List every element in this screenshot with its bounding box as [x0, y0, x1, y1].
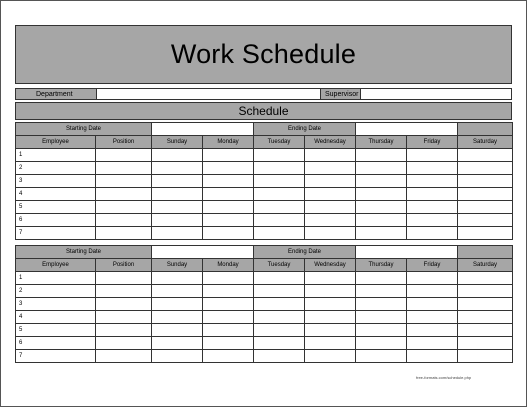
cell[interactable] [254, 214, 305, 227]
cell[interactable] [458, 214, 513, 227]
cell[interactable] [203, 214, 254, 227]
department-field[interactable] [96, 89, 320, 99]
col-saturday: Saturday [458, 136, 513, 149]
cell[interactable] [407, 350, 458, 363]
ending-date-field[interactable] [356, 246, 458, 259]
row-number[interactable]: 4 [16, 188, 96, 201]
cell[interactable] [152, 350, 203, 363]
row-number[interactable]: 3 [16, 175, 96, 188]
cell[interactable] [356, 324, 407, 337]
cell[interactable] [96, 298, 152, 311]
supervisor-field[interactable] [360, 89, 511, 99]
cell[interactable] [254, 298, 305, 311]
cell[interactable] [356, 311, 407, 324]
cell[interactable] [305, 175, 356, 188]
cell[interactable] [254, 337, 305, 350]
cell[interactable] [254, 311, 305, 324]
starting-date-field[interactable] [152, 246, 254, 259]
cell[interactable] [407, 324, 458, 337]
ending-date-field[interactable] [356, 123, 458, 136]
cell[interactable] [203, 201, 254, 214]
date-row [16, 123, 513, 136]
cell[interactable] [152, 214, 203, 227]
cell[interactable] [458, 227, 513, 240]
cell[interactable] [356, 175, 407, 188]
cell[interactable] [356, 272, 407, 285]
cell[interactable] [152, 311, 203, 324]
table-row [16, 285, 513, 298]
table-row [16, 201, 513, 214]
cell[interactable] [458, 272, 513, 285]
cell[interactable] [305, 227, 356, 240]
cell[interactable] [96, 201, 152, 214]
schedule-table-week-1 [15, 122, 513, 240]
table-row [16, 324, 513, 337]
cell[interactable] [458, 162, 513, 175]
cell[interactable] [356, 201, 407, 214]
table-row [16, 214, 513, 227]
col-sunday: Sunday [152, 259, 203, 272]
cell[interactable] [305, 201, 356, 214]
cell[interactable] [152, 337, 203, 350]
cell[interactable] [305, 298, 356, 311]
cell[interactable] [305, 311, 356, 324]
cell[interactable] [152, 149, 203, 162]
date-row-filler [458, 246, 513, 259]
row-number[interactable]: 2 [16, 285, 96, 298]
column-header-row [16, 259, 513, 272]
ending-date-label: Ending Date [254, 123, 356, 136]
cell[interactable] [407, 311, 458, 324]
cell[interactable] [458, 285, 513, 298]
cell[interactable] [407, 175, 458, 188]
cell[interactable] [254, 162, 305, 175]
col-wednesday: Wednesday [305, 259, 356, 272]
cell[interactable] [152, 298, 203, 311]
cell[interactable] [458, 350, 513, 363]
cell[interactable] [356, 350, 407, 363]
cell[interactable] [356, 162, 407, 175]
cell[interactable] [152, 175, 203, 188]
cell[interactable] [96, 162, 152, 175]
cell[interactable] [254, 272, 305, 285]
cell[interactable] [96, 227, 152, 240]
cell[interactable] [407, 227, 458, 240]
cell[interactable] [203, 149, 254, 162]
cell[interactable] [203, 311, 254, 324]
cell[interactable] [254, 175, 305, 188]
cell[interactable] [305, 149, 356, 162]
cell[interactable] [254, 227, 305, 240]
starting-date-label: Starting Date [16, 123, 152, 136]
cell[interactable] [305, 214, 356, 227]
row-number[interactable]: 6 [16, 214, 96, 227]
cell[interactable] [96, 188, 152, 201]
cell[interactable] [458, 337, 513, 350]
row-number[interactable]: 7 [16, 227, 96, 240]
row-number[interactable]: 1 [16, 149, 96, 162]
cell[interactable] [203, 272, 254, 285]
row-number[interactable]: 7 [16, 350, 96, 363]
col-monday: Monday [203, 136, 254, 149]
cell[interactable] [152, 272, 203, 285]
cell[interactable] [96, 311, 152, 324]
col-employee: Employee [16, 259, 96, 272]
cell[interactable] [254, 188, 305, 201]
table-row [16, 272, 513, 285]
date-row [16, 246, 513, 259]
title-band [15, 25, 512, 84]
cell[interactable] [458, 298, 513, 311]
cell[interactable] [96, 324, 152, 337]
cell[interactable] [152, 201, 203, 214]
cell[interactable] [203, 350, 254, 363]
cell[interactable] [458, 201, 513, 214]
cell[interactable] [254, 201, 305, 214]
cell[interactable] [203, 324, 254, 337]
cell[interactable] [96, 149, 152, 162]
supervisor-label: Supervisor [320, 89, 360, 99]
department-label: Department [16, 89, 96, 99]
cell[interactable] [356, 214, 407, 227]
cell[interactable] [203, 175, 254, 188]
cell[interactable] [356, 188, 407, 201]
col-employee: Employee [16, 136, 96, 149]
cell[interactable] [203, 162, 254, 175]
cell[interactable] [356, 227, 407, 240]
col-friday: Friday [407, 259, 458, 272]
col-saturday: Saturday [458, 259, 513, 272]
table-row [16, 337, 513, 350]
cell[interactable] [152, 324, 203, 337]
cell[interactable] [152, 162, 203, 175]
col-wednesday: Wednesday [305, 136, 356, 149]
cell[interactable] [407, 149, 458, 162]
col-friday: Friday [407, 136, 458, 149]
cell[interactable] [152, 227, 203, 240]
cell[interactable] [407, 285, 458, 298]
cell[interactable] [203, 337, 254, 350]
cell[interactable] [96, 285, 152, 298]
cell[interactable] [152, 188, 203, 201]
cell[interactable] [458, 311, 513, 324]
ending-date-label: Ending Date [254, 246, 356, 259]
cell[interactable] [254, 324, 305, 337]
cell[interactable] [305, 350, 356, 363]
cell[interactable] [254, 350, 305, 363]
cell[interactable] [203, 285, 254, 298]
col-tuesday: Tuesday [254, 259, 305, 272]
cell[interactable] [305, 188, 356, 201]
col-sunday: Sunday [152, 136, 203, 149]
col-thursday: Thursday [356, 259, 407, 272]
cell[interactable] [305, 324, 356, 337]
schedule-band [15, 102, 512, 120]
cell[interactable] [407, 272, 458, 285]
cell[interactable] [305, 337, 356, 350]
cell[interactable] [458, 324, 513, 337]
cell[interactable] [305, 285, 356, 298]
page-title: Work Schedule [170, 39, 357, 69]
cell[interactable] [96, 337, 152, 350]
row-number[interactable]: 5 [16, 324, 96, 337]
cell[interactable] [254, 149, 305, 162]
table-row [16, 149, 513, 162]
footer-credit: free-formats.com/schedule.php [416, 375, 472, 380]
date-row-filler [458, 123, 513, 136]
cell[interactable] [407, 188, 458, 201]
cell[interactable] [407, 162, 458, 175]
row-number[interactable]: 3 [16, 298, 96, 311]
cell[interactable] [356, 149, 407, 162]
table-row [16, 188, 513, 201]
column-header-row [16, 136, 513, 149]
cell[interactable] [152, 285, 203, 298]
cell[interactable] [407, 201, 458, 214]
cell[interactable] [458, 188, 513, 201]
cell[interactable] [96, 214, 152, 227]
table-row [16, 311, 513, 324]
row-number[interactable]: 5 [16, 201, 96, 214]
row-number[interactable]: 2 [16, 162, 96, 175]
cell[interactable] [356, 298, 407, 311]
table-row [16, 227, 513, 240]
table-row [16, 350, 513, 363]
starting-date-label: Starting Date [16, 246, 152, 259]
cell[interactable] [407, 298, 458, 311]
starting-date-field[interactable] [152, 123, 254, 136]
schedule-table-week-2 [15, 245, 513, 363]
schedule-title: Schedule [238, 104, 289, 118]
col-monday: Monday [203, 259, 254, 272]
row-number[interactable]: 4 [16, 311, 96, 324]
table-row [16, 162, 513, 175]
cell[interactable] [203, 188, 254, 201]
cell[interactable] [254, 285, 305, 298]
col-tuesday: Tuesday [254, 136, 305, 149]
table-row [16, 298, 513, 311]
cell[interactable] [356, 337, 407, 350]
cell[interactable] [356, 285, 407, 298]
info-row [15, 88, 512, 100]
col-thursday: Thursday [356, 136, 407, 149]
cell[interactable] [458, 149, 513, 162]
cell[interactable] [305, 162, 356, 175]
cell[interactable] [203, 227, 254, 240]
cell[interactable] [407, 214, 458, 227]
row-number[interactable]: 1 [16, 272, 96, 285]
cell[interactable] [203, 298, 254, 311]
cell[interactable] [96, 175, 152, 188]
col-position: Position [96, 259, 152, 272]
cell[interactable] [458, 175, 513, 188]
cell[interactable] [96, 350, 152, 363]
cell[interactable] [407, 337, 458, 350]
row-number[interactable]: 6 [16, 337, 96, 350]
col-position: Position [96, 136, 152, 149]
cell[interactable] [305, 272, 356, 285]
table-row [16, 175, 513, 188]
cell[interactable] [96, 272, 152, 285]
